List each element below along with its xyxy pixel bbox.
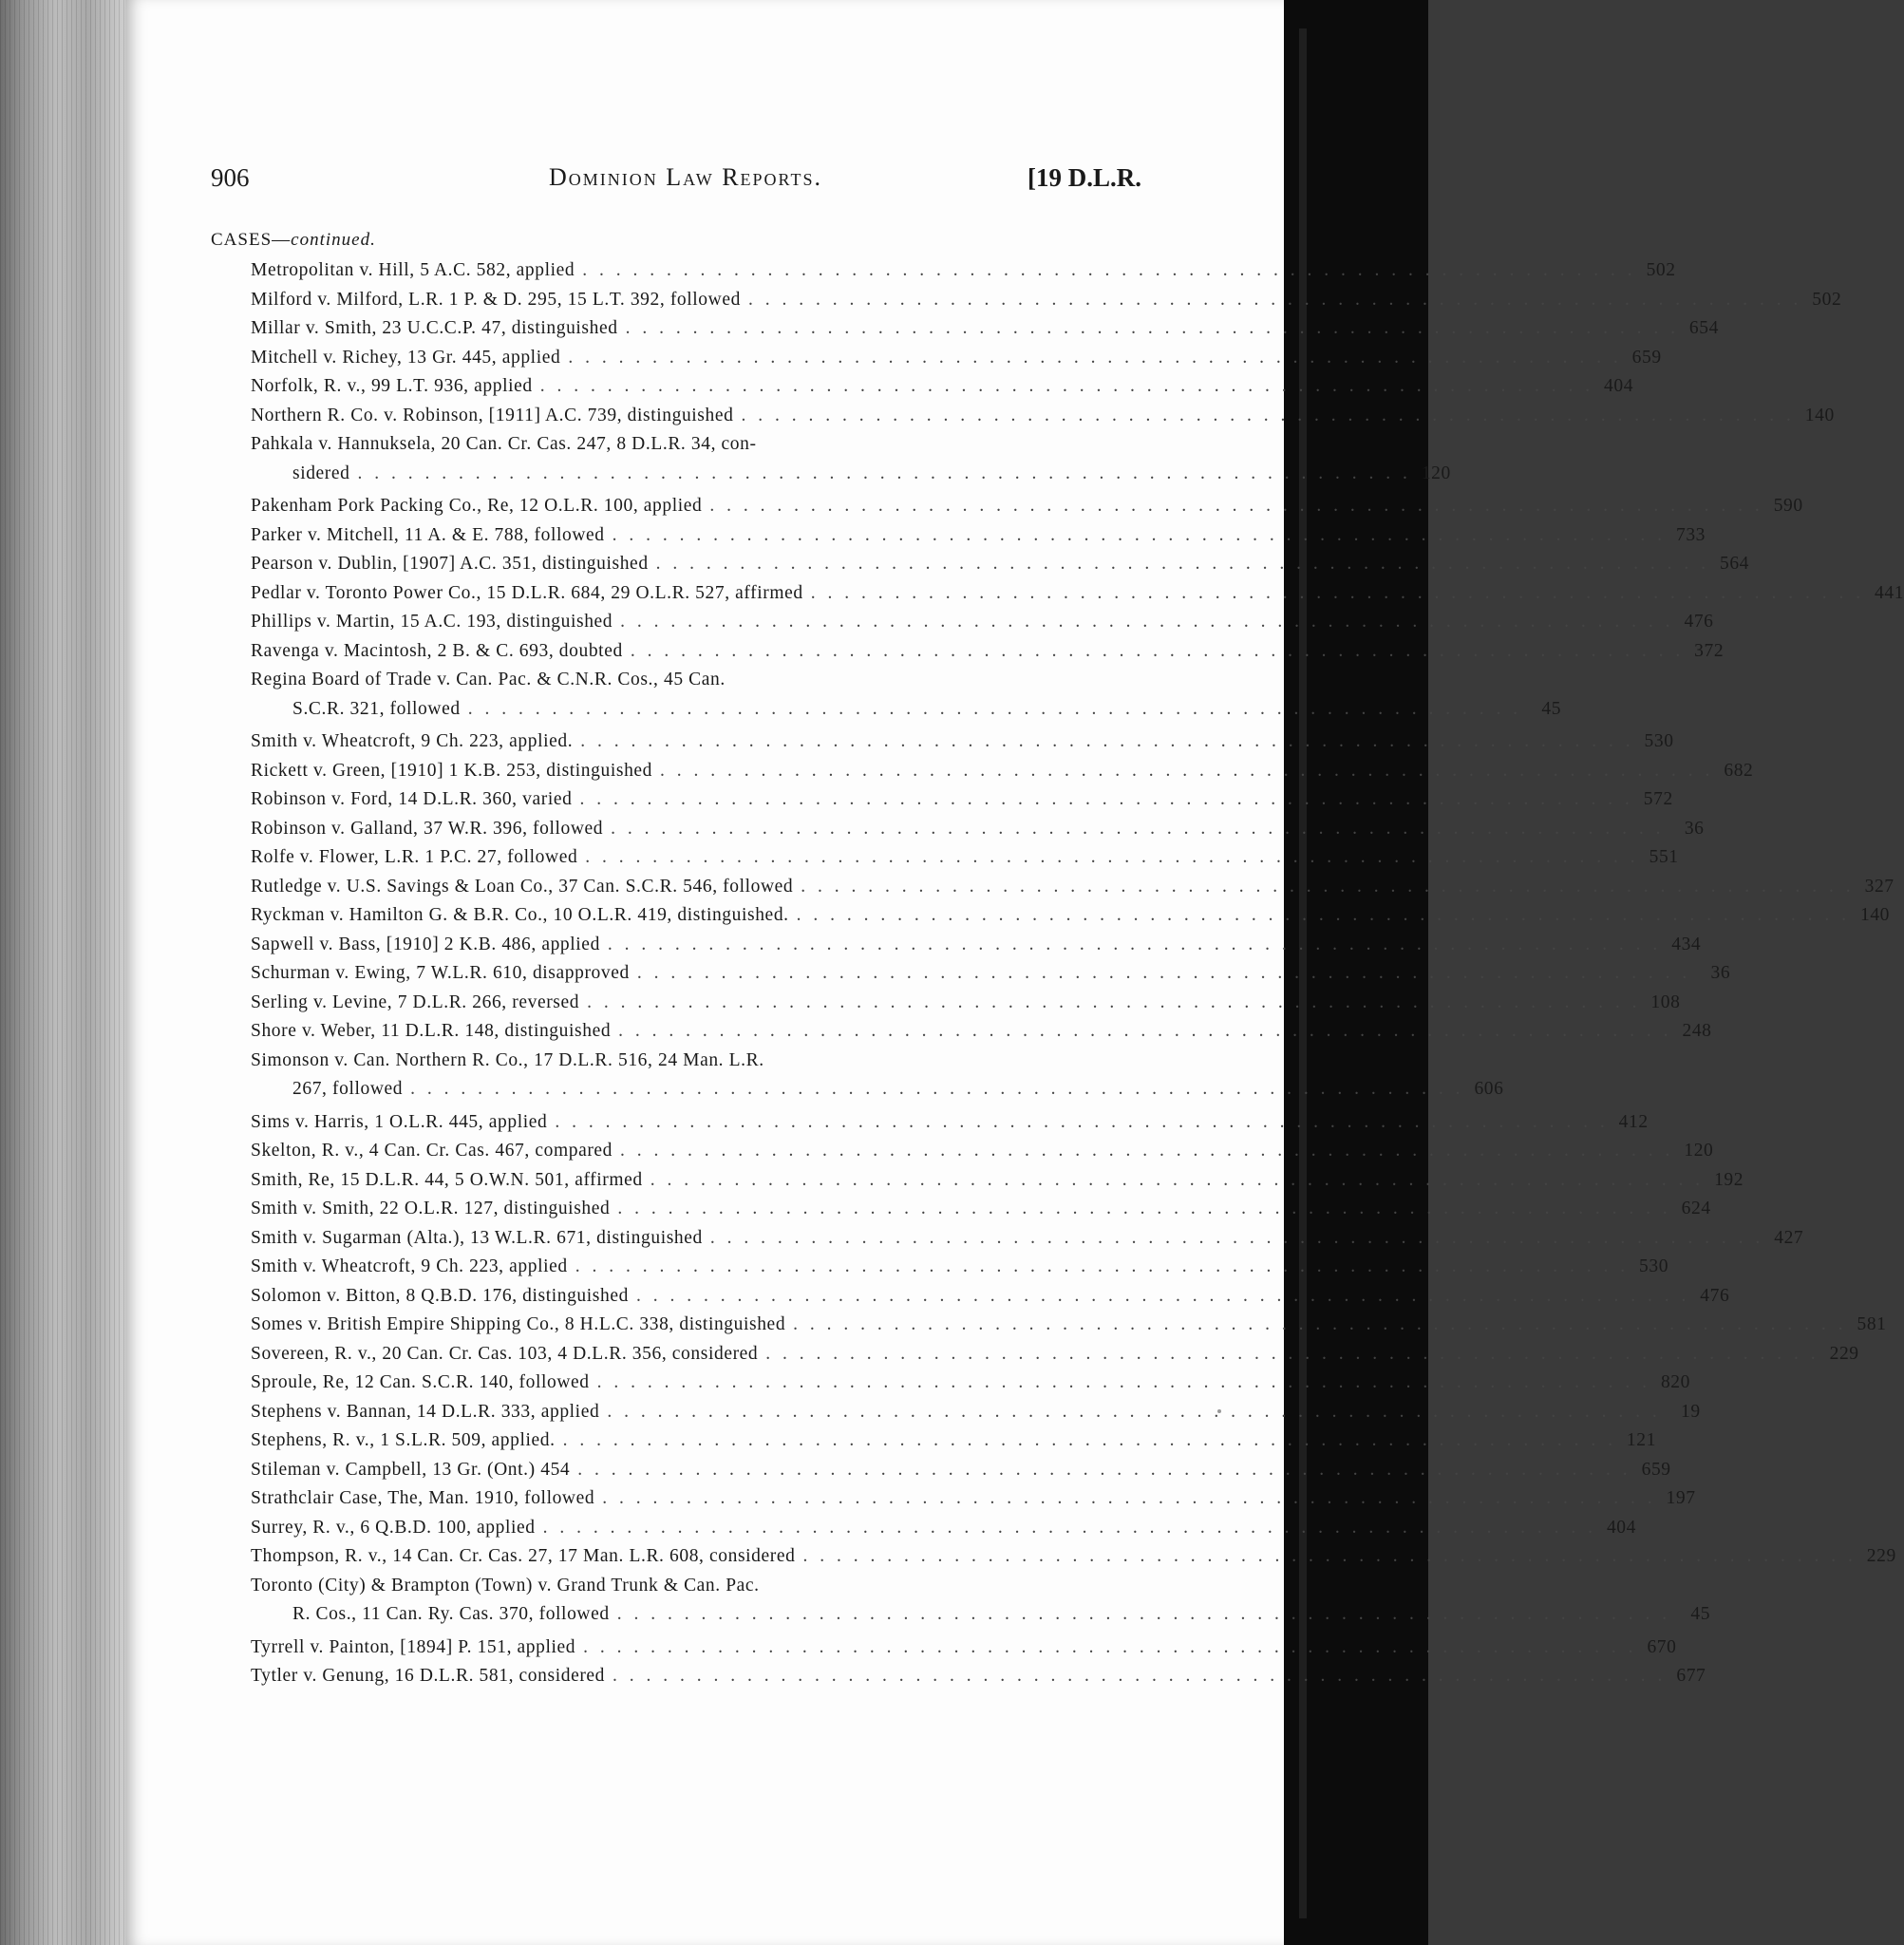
case-page-number: 197 xyxy=(1666,1488,1696,1508)
case-page-number: 733 xyxy=(1675,524,1706,545)
case-entry xyxy=(251,1311,1887,1340)
case-citation: Milford v. Milford, L.R. 1 P. & D. 295, 15 L.T. 392, followed xyxy=(251,289,741,310)
case-citation: Smith v. Wheatcroft, 9 Ch. 223, applied. xyxy=(251,731,574,751)
case-page-number: 45 xyxy=(1690,1604,1711,1624)
case-citation: 267, followed xyxy=(292,1079,404,1099)
dot-leader xyxy=(797,901,1850,931)
case-page-number: 192 xyxy=(1714,1169,1744,1190)
case-entry xyxy=(251,1340,1859,1369)
case-page-number: 441 xyxy=(1875,582,1904,603)
dot-leader xyxy=(650,1166,1704,1196)
case-citation: Sovereen, R. v., 20 Can. Cr. Cas. 103, 4 D.L.R. 356, considered xyxy=(251,1343,759,1364)
dot-leader xyxy=(555,1108,1608,1138)
case-entry xyxy=(251,1137,1714,1166)
case-citation: Ryckman v. Hamilton G. & B.R. Co., 10 O.L.R. 419, distinguished. xyxy=(251,905,789,925)
case-page-number: 120 xyxy=(1684,1141,1714,1161)
case-entry xyxy=(251,256,1676,286)
case-page-number: 659 xyxy=(1641,1459,1671,1480)
case-page-number: 659 xyxy=(1631,347,1662,368)
page-number: 906 xyxy=(211,163,250,192)
case-entry xyxy=(251,1282,1730,1312)
case-page-number: 606 xyxy=(1474,1079,1504,1099)
case-citation: Solomon v. Bitton, 8 Q.B.D. 176, distinguished xyxy=(251,1285,629,1306)
case-page-number: 682 xyxy=(1724,760,1754,781)
case-citation: Shore v. Weber, 11 D.L.R. 148, distinguished xyxy=(251,1021,612,1041)
case-entry xyxy=(251,785,1673,815)
dot-leader xyxy=(765,1340,1819,1369)
dot-leader xyxy=(617,1195,1670,1224)
case-entry xyxy=(251,550,1750,579)
case-citation: Skelton, R. v., 4 Can. Cr. Cas. 467, compared xyxy=(251,1141,613,1161)
case-citation: Stephens v. Bannan, 14 D.L.R. 333, applied xyxy=(251,1401,600,1422)
case-citation: Pedlar v. Toronto Power Co., 15 D.L.R. 684, 29 O.L.R. 527, affirmed xyxy=(251,582,803,603)
case-page-number: 427 xyxy=(1774,1227,1804,1248)
case-entry xyxy=(251,959,1731,989)
case-page-number: 581 xyxy=(1857,1314,1887,1334)
dot-leader xyxy=(540,372,1593,402)
case-citation: Rickett v. Green, [1910] 1 K.B. 253, distinguished xyxy=(251,760,653,781)
case-entry xyxy=(251,1369,1691,1398)
case-citation: Smith v. Sugarman (Alta.), 13 W.L.R. 671, distinguished xyxy=(251,1227,703,1248)
case-citation: Millar v. Smith, 23 U.C.C.P. 47, distinguished xyxy=(251,318,618,338)
case-entry xyxy=(251,757,1754,786)
case-entry xyxy=(251,1017,1712,1047)
dot-leader xyxy=(602,1484,1655,1514)
dot-leader xyxy=(583,1633,1636,1663)
case-citation: Norfolk, R. v., 99 L.T. 936, applied xyxy=(251,376,533,396)
case-citation: Northern R. Co. v. Robinson, [1911] A.C. 739, distinguished xyxy=(251,405,734,425)
dot-leader xyxy=(660,757,1713,786)
dot-leader xyxy=(613,521,1666,551)
case-citation: Metropolitan v. Hill, 5 A.C. 582, applied xyxy=(251,260,575,280)
case-entry xyxy=(251,608,1714,637)
dot-leader xyxy=(597,1369,1650,1398)
page-edges xyxy=(0,0,125,1945)
dot-leader xyxy=(801,873,1854,902)
case-citation: Simonson v. Can. Northern R. Co., 17 D.L.R. 516, 24 Man. L.R. xyxy=(251,1049,764,1070)
dot-leader xyxy=(543,1514,1596,1543)
case-citation: Pakenham Pork Packing Co., Re, 12 O.L.R. 100, applied xyxy=(251,496,703,516)
case-entry xyxy=(251,1166,1744,1196)
case-entry xyxy=(251,1075,1504,1105)
dot-leader xyxy=(410,1075,1463,1105)
case-citation: Pearson v. Dublin, [1907] A.C. 351, distinguished xyxy=(251,554,649,574)
dot-leader xyxy=(611,815,1664,844)
case-entry xyxy=(251,1108,1649,1138)
case-citation: Surrey, R. v., 6 Q.B.D. 100, applied xyxy=(251,1517,536,1538)
case-page-number: 327 xyxy=(1864,876,1895,897)
running-header xyxy=(211,163,1141,201)
case-citation: Phillips v. Martin, 15 A.C. 193, distinguished xyxy=(251,612,613,632)
case-page-number: 670 xyxy=(1647,1636,1677,1657)
case-page-number: 624 xyxy=(1681,1199,1711,1218)
case-entry xyxy=(251,1514,1637,1543)
case-entry xyxy=(251,314,1719,344)
dot-leader xyxy=(709,492,1763,521)
dot-leader xyxy=(575,1253,1629,1282)
case-page-number: 502 xyxy=(1812,289,1842,310)
case-entry xyxy=(251,402,1835,431)
dot-leader xyxy=(577,1456,1631,1485)
case-entry xyxy=(251,344,1662,373)
dot-leader xyxy=(620,1137,1673,1166)
case-citation: Tytler v. Genung, 16 D.L.R. 581, considered xyxy=(251,1666,606,1686)
case-citation: Ravenga v. Macintosh, 2 B. & C. 693, doubted xyxy=(251,640,623,661)
dot-leader xyxy=(587,989,1640,1018)
case-citation: sidered xyxy=(292,463,350,483)
case-table-list xyxy=(251,256,1904,1691)
dot-leader xyxy=(811,579,1864,609)
case-entry xyxy=(251,1253,1669,1282)
case-citation: Schurman v. Ewing, 7 W.L.R. 610, disapproved xyxy=(251,963,630,983)
case-page-number: 404 xyxy=(1604,376,1634,396)
case-citation: Sproule, Re, 12 Can. S.C.R. 140, followed xyxy=(251,1372,590,1392)
case-citation: Mitchell v. Richey, 13 Gr. 445, applied xyxy=(251,347,561,368)
case-entry xyxy=(251,1195,1711,1224)
dot-leader xyxy=(579,785,1632,815)
dot-leader xyxy=(608,931,1661,960)
case-page-number: 551 xyxy=(1649,847,1679,867)
case-page-number: 248 xyxy=(1682,1021,1712,1041)
case-citation: Parker v. Mitchell, 11 A. & E. 788, followed xyxy=(251,524,605,545)
case-entry xyxy=(251,521,1706,551)
case-citation: Stileman v. Campbell, 13 Gr. (Ont.) 454 xyxy=(251,1459,571,1480)
case-page-number: 476 xyxy=(1700,1285,1730,1306)
dot-leader xyxy=(468,695,1521,725)
case-page-number: 820 xyxy=(1660,1372,1691,1392)
case-citation: Smith, Re, 15 D.L.R. 44, 5 O.W.N. 501, affirmed xyxy=(251,1169,643,1190)
dot-leader xyxy=(793,1311,1846,1340)
dot-leader xyxy=(585,843,1638,873)
case-citation: Pahkala v. Hannuksela, 20 Can. Cr. Cas. 247, 8 D.L.R. 34, con- xyxy=(251,434,757,454)
case-entry xyxy=(251,727,1674,757)
case-entry xyxy=(251,637,1725,667)
dot-leader xyxy=(358,460,1411,489)
case-entry xyxy=(251,1456,1671,1485)
case-page-number: 654 xyxy=(1688,318,1719,338)
case-page-number: 229 xyxy=(1866,1546,1896,1566)
case-citation: Regina Board of Trade v. Can. Pac. & C.N.R. Cos., 45 Can. xyxy=(251,670,726,689)
case-entry xyxy=(251,1662,1706,1691)
dot-leader xyxy=(637,959,1690,989)
dot-leader xyxy=(710,1224,1763,1254)
case-page-number: 36 xyxy=(1710,963,1731,983)
case-citation: Robinson v. Galland, 37 W.R. 396, followed xyxy=(251,818,604,839)
case-page-number: 572 xyxy=(1643,789,1673,809)
dot-leader xyxy=(741,402,1794,431)
case-page-number: 476 xyxy=(1684,612,1714,632)
speck xyxy=(1217,1409,1221,1413)
case-citation: Sapwell v. Bass, [1910] 2 K.B. 486, applied xyxy=(251,934,600,954)
section-continued: continued. xyxy=(291,230,376,250)
case-page-number: 120 xyxy=(1421,463,1451,483)
case-citation: Toronto (City) & Brampton (Town) v. Grand Trunk & Can. Pac. xyxy=(251,1575,760,1596)
case-entry xyxy=(251,372,1634,402)
case-page-number: 108 xyxy=(1650,991,1681,1012)
case-page-number: 412 xyxy=(1618,1111,1649,1132)
dot-leader xyxy=(620,608,1673,637)
dot-leader xyxy=(563,1426,1616,1456)
case-page-number: 677 xyxy=(1676,1666,1706,1686)
case-citation: Strathclair Case, The, Man. 1910, followed xyxy=(251,1488,595,1508)
dot-leader xyxy=(580,727,1633,757)
case-page-number: 590 xyxy=(1773,496,1803,516)
case-page-number: 502 xyxy=(1646,260,1676,280)
case-entry xyxy=(251,1542,1896,1572)
case-entry xyxy=(251,901,1891,931)
dot-leader xyxy=(613,1662,1666,1691)
case-entry xyxy=(251,492,1803,521)
dot-leader xyxy=(618,1017,1671,1047)
case-citation: Thompson, R. v., 14 Can. Cr. Cas. 27, 17 Man. L.R. 608, considered xyxy=(251,1546,796,1566)
dot-leader xyxy=(582,256,1635,286)
case-page-number: 45 xyxy=(1541,698,1562,719)
case-entry xyxy=(251,815,1705,844)
section-label: CASES— xyxy=(211,230,292,250)
case-entry xyxy=(251,1047,1129,1076)
case-citation: Smith v. Wheatcroft, 9 Ch. 223, applied xyxy=(251,1256,568,1276)
case-page-number: 564 xyxy=(1719,554,1750,574)
case-entry xyxy=(251,843,1679,873)
case-citation: Stephens, R. v., 1 S.L.R. 509, applied. xyxy=(251,1430,556,1450)
case-citation: R. Cos., 11 Can. Ry. Cas. 370, followed xyxy=(292,1604,610,1624)
case-page-number: 229 xyxy=(1829,1343,1859,1364)
case-page-number: 404 xyxy=(1606,1517,1637,1538)
case-entry xyxy=(251,666,1129,695)
case-citation: Somes v. British Empire Shipping Co., 8 H.L.C. 338, distinguished xyxy=(251,1314,786,1334)
case-entry xyxy=(251,1572,1129,1601)
dot-leader xyxy=(631,637,1684,667)
case-entry xyxy=(251,1633,1677,1663)
case-citation: Rolfe v. Flower, L.R. 1 P.C. 27, followed xyxy=(251,847,578,867)
case-entry xyxy=(251,695,1562,725)
case-page-number: 36 xyxy=(1684,818,1705,839)
case-citation: Smith v. Smith, 22 O.L.R. 127, distinguished xyxy=(251,1199,611,1218)
case-entry xyxy=(251,579,1904,609)
case-entry xyxy=(251,1600,1711,1630)
dot-leader xyxy=(617,1600,1670,1630)
case-entry xyxy=(251,931,1702,960)
dot-leader xyxy=(802,1542,1856,1572)
case-entry xyxy=(251,1224,1804,1254)
case-page-number: 19 xyxy=(1680,1401,1701,1422)
section-heading xyxy=(211,230,376,251)
case-page-number: 140 xyxy=(1804,405,1835,425)
case-page-number: 530 xyxy=(1639,1256,1669,1276)
case-entry xyxy=(251,1426,1656,1456)
dot-leader xyxy=(748,286,1801,315)
case-entry xyxy=(251,286,1842,315)
case-citation: Sims v. Harris, 1 O.L.R. 445, applied xyxy=(251,1111,548,1132)
case-entry xyxy=(251,430,1129,460)
dot-leader xyxy=(568,344,1621,373)
case-citation: Tyrrell v. Painton, [1894] P. 151, applied xyxy=(251,1636,576,1657)
case-page-number: 121 xyxy=(1626,1430,1656,1450)
volume-reference: [19 D.L.R. xyxy=(1027,163,1141,192)
dot-leader xyxy=(626,314,1679,344)
case-entry xyxy=(251,873,1895,902)
case-page-number: 530 xyxy=(1644,731,1674,751)
running-title: Dominion Law Reports. xyxy=(549,163,822,191)
case-page-number: 434 xyxy=(1671,934,1702,954)
case-page-number: 372 xyxy=(1694,640,1725,661)
case-page-number: 140 xyxy=(1859,905,1891,925)
case-citation: Rutledge v. U.S. Savings & Loan Co., 37 Can. S.C.R. 546, followed xyxy=(251,876,794,897)
dot-leader xyxy=(636,1282,1689,1312)
case-citation: S.C.R. 321, followed xyxy=(292,698,461,719)
case-citation: Serling v. Levine, 7 D.L.R. 266, reversed xyxy=(251,991,580,1012)
case-entry xyxy=(251,989,1681,1018)
case-entry xyxy=(251,1484,1696,1514)
case-entry xyxy=(251,1398,1701,1427)
dot-leader xyxy=(607,1398,1660,1427)
case-citation: Robinson v. Ford, 14 D.L.R. 360, varied xyxy=(251,789,573,809)
case-entry xyxy=(251,460,1451,489)
dot-leader xyxy=(656,550,1709,579)
